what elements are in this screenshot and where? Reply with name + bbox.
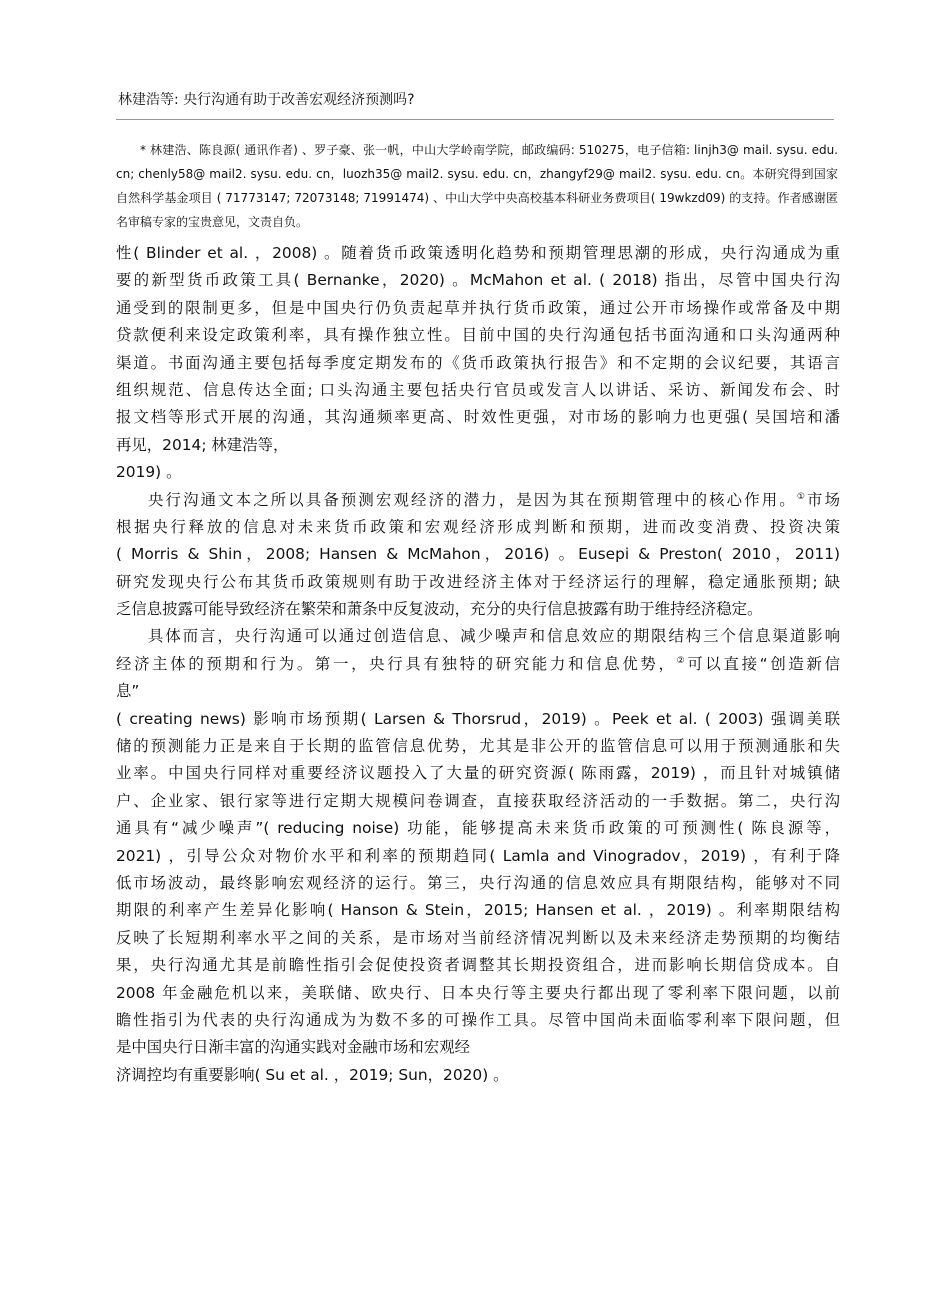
paragraph-start-line bbox=[116, 487, 840, 514]
running-title: 林建浩等: 央行沟通有助于改善宏观经济预测吗? bbox=[118, 92, 415, 108]
text-line: 报文档等形式开展的沟通，其沟通频率更高、时效性更强，对市场的影响力也更强( 吴国培和潘 bbox=[116, 408, 840, 427]
text-line: ( creating news) 影响市场预期( Larsen & Thorsrud，2019) 。Peek et al. ( 2003) 强调美联 bbox=[116, 709, 840, 728]
text-line: 贷款便利来设定政策利率，具有操作独立性。目前中国的央行沟通包括书面沟通和口头沟通两种 bbox=[116, 326, 840, 345]
author-footnote: * 林建浩、陈良源( 通讯作者) 、罗子豪、张一帆，中山大学岭南学院，邮政编码: 510275，电子信箱: linjh3@ mail. sysu. edu. cn; chenly58@ mail2. sysu. edu. cn，luozh35@ mail2. sysu. edu. cn，zhangyf29@ mail2. sysu. edu. cn。本研究得到国家自然科学基金项目 ( 71773147; 72073148; 71991474) 、中山大学中央高校基本科研业务费项目( 19wkzd09) 的支持。作者感谢匿名审稿专家的宝贵意见，文责自负。 bbox=[116, 143, 838, 229]
text-line: 反映了长短期利率水平之间的关系，是市场对当前经济情况判断以及未来经济走势预期的均衡结 bbox=[116, 928, 840, 947]
text-line: 根据央行释放的信息对未来货币政策和宏观经济形成判断和预期，进而改变消费、投资决策 bbox=[116, 517, 840, 536]
line-text: 经济主体的预期和行为。第一，央行具有独特的研究能力和信息优势， bbox=[116, 654, 677, 673]
text-line: 瞻性指引为代表的央行沟通成为为数不多的可操作工具。尽管中国尚未面临零利率下限问题，但 bbox=[116, 1010, 840, 1029]
text-line: 果，央行沟通尤其是前瞻性指引会促使投资者调整其长期投资组合，进而影响长期信贷成本。自 bbox=[116, 956, 840, 975]
text-line: 乏信息披露可能导致经济在繁荣和萧条中反复波动，充分的央行信息披露有助于维持经济稳定。 bbox=[116, 600, 763, 619]
text-line: 储的预测能力正是来自于长期的监管信息优势，尤其是非公开的监管信息可以用于预测通胀和失 bbox=[116, 737, 840, 756]
text-line: 低市场波动，最终影响宏观经济的运行。第三，央行沟通的信息效应具有期限结构，能够对不同 bbox=[116, 873, 840, 892]
text-line: 性( Blinder et al. ，2008) 。随着货币政策透明化趋势和预期管理思潮的形成，央行沟通成为重 bbox=[116, 244, 840, 262]
header-rule bbox=[116, 119, 834, 120]
text-line: ( Morris & Shin，2008; Hansen & McMahon，2016) 。Eusepi & Preston( 2010，2011) bbox=[116, 545, 840, 564]
paragraph-start-line: 具体而言，央行沟通可以通过创造信息、减少噪声和信息效应的期限结构三个信息渠道影响 bbox=[148, 627, 840, 646]
text-line: 研究发现央行公布其货币政策规则有助于改进经济主体对于经济运行的理解，稳定通胀预期; 缺 bbox=[116, 572, 840, 591]
body-text bbox=[116, 240, 840, 1089]
text-line: 息” bbox=[116, 682, 140, 701]
text-line: 期限的利率产生差异化影响( Hanson & Stein，2015; Hansen et al. ，2019) 。利率期限结构 bbox=[116, 901, 840, 920]
footnote-marker[interactable]: ① bbox=[796, 491, 808, 502]
text-line: 通具有“减少噪声”( reducing noise) 功能，能够提高未来货币政策的可预测性( 陈良源等， bbox=[116, 819, 840, 838]
text-line: 通受到的限制更多，但是中国央行仍负责起草并执行货币政策，通过公开市场操作或常备及中期 bbox=[116, 298, 840, 317]
text-line bbox=[116, 651, 840, 678]
text-line: 组织规范、信息传达全面; 口头沟通主要包括央行官员或发言人以讲话、采访、新闻发布会、时 bbox=[116, 380, 840, 399]
text-line: 2019) 。 bbox=[116, 463, 182, 482]
text-line: 再见，2014; 林建浩等， bbox=[116, 435, 289, 454]
text-line: 渠道。书面沟通主要包括每季度定期发布的《货币政策执行报告》和不定期的会议纪要，其语言 bbox=[116, 353, 840, 372]
text-line: 是中国央行日渐丰富的沟通实践对金融市场和宏观经 bbox=[116, 1038, 470, 1057]
line-text: 央行沟通文本之所以具备预测宏观经济的潜力，是因为其在预期管理中的核心作用。 bbox=[148, 490, 797, 509]
text-line: 2021) ，引导公众对物价水平和利率的预期趋同( Lamla and Vinogradov，2019) ，有利于降 bbox=[116, 846, 840, 865]
footnote-marker[interactable]: ② bbox=[676, 655, 688, 666]
text-line: 户、企业家、银行家等进行定期大规模问卷调查，直接获取经济活动的一手数据。第二，央行沟 bbox=[116, 791, 840, 810]
line-text: 市场 bbox=[807, 490, 840, 509]
line-text: 可以直接“创造新信 bbox=[687, 654, 840, 673]
text-line: 要的新型货币政策工具( Bernanke，2020) 。McMahon et al. ( 2018) 指出，尽管中国央行沟 bbox=[116, 271, 840, 290]
text-line: 济调控均有重要影响( Su et al. ，2019; Sun，2020) 。 bbox=[116, 1065, 509, 1084]
text-line: 2008 年金融危机以来，美联储、欧央行、日本央行等主要央行都出现了零利率下限问题，以前 bbox=[116, 983, 840, 1002]
text-line: 业率。中国央行同样对重要经济议题投入了大量的研究资源( 陈雨露，2019) ，而且针对城镇储 bbox=[116, 764, 840, 783]
